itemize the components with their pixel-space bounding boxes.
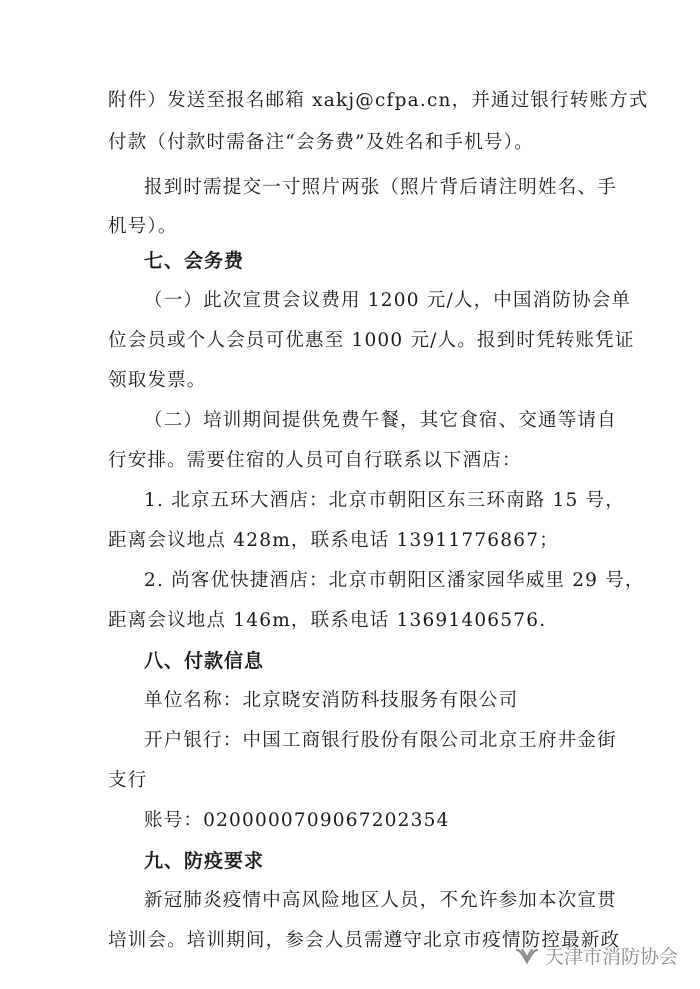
doc-line: 报到时需提交一寸照片两张（照片背后请注明姓名、手 [144,177,617,198]
doc-line: 新冠肺炎疫情中高风险地区人员，不允许参加本次宣贯 [144,890,617,911]
watermark-text: 天津市消防协会 [544,946,678,968]
doc-line: 单位名称：北京晓安消防科技服务有限公司 [144,690,519,711]
doc-line: （一）此次宣贯会议费用 1200 元/人，中国消防协会单 [144,290,632,311]
doc-line: 开户银行：中国工商银行股份有限公司北京王府井金街 [144,730,617,751]
section-heading: 九、防疫要求 [144,850,265,872]
doc-line: （二）培训期间提供免费午餐，其它食宿、交通等请自 [144,410,617,431]
doc-line: 行安排。需要住宿的人员可自行联系以下酒店： [108,450,522,471]
doc-line: 付款（付款时需备注“会务费”及姓名和手机号）。 [108,132,534,153]
account-number-line: 账号：0200000709067202354 [144,810,450,831]
doc-line: 附件）发送至报名邮箱 xakj@cfpa.cn，并通过银行转账方式 [108,90,649,111]
doc-line: 机号）。 [108,216,178,237]
section-heading: 七、会务费 [144,250,245,272]
doc-line: 2. 尚客优快捷酒店：北京市朝阳区潘家园华威里 29 号， [144,570,645,591]
doc-line: 1. 北京五环大酒店：北京市朝阳区东三环南路 15 号， [144,490,625,511]
doc-line: 支行 [108,770,148,791]
section-heading: 八、付款信息 [144,650,265,672]
doc-line: 位会员或个人会员可优惠至 1000 元/人。报到时凭转账凭证 [108,330,635,351]
watermark [515,942,678,969]
doc-line: 距离会议地点 428m，联系电话 13911776867； [108,530,559,551]
doc-line: 领取发票。 [108,370,207,391]
doc-line: 培训会。培训期间，参会人员需遵守北京市疫情防控最新政 [108,930,621,951]
doc-line: 距离会议地点 146m，联系电话 13691406576. [108,610,547,631]
wechat-channel-icon [515,946,539,966]
